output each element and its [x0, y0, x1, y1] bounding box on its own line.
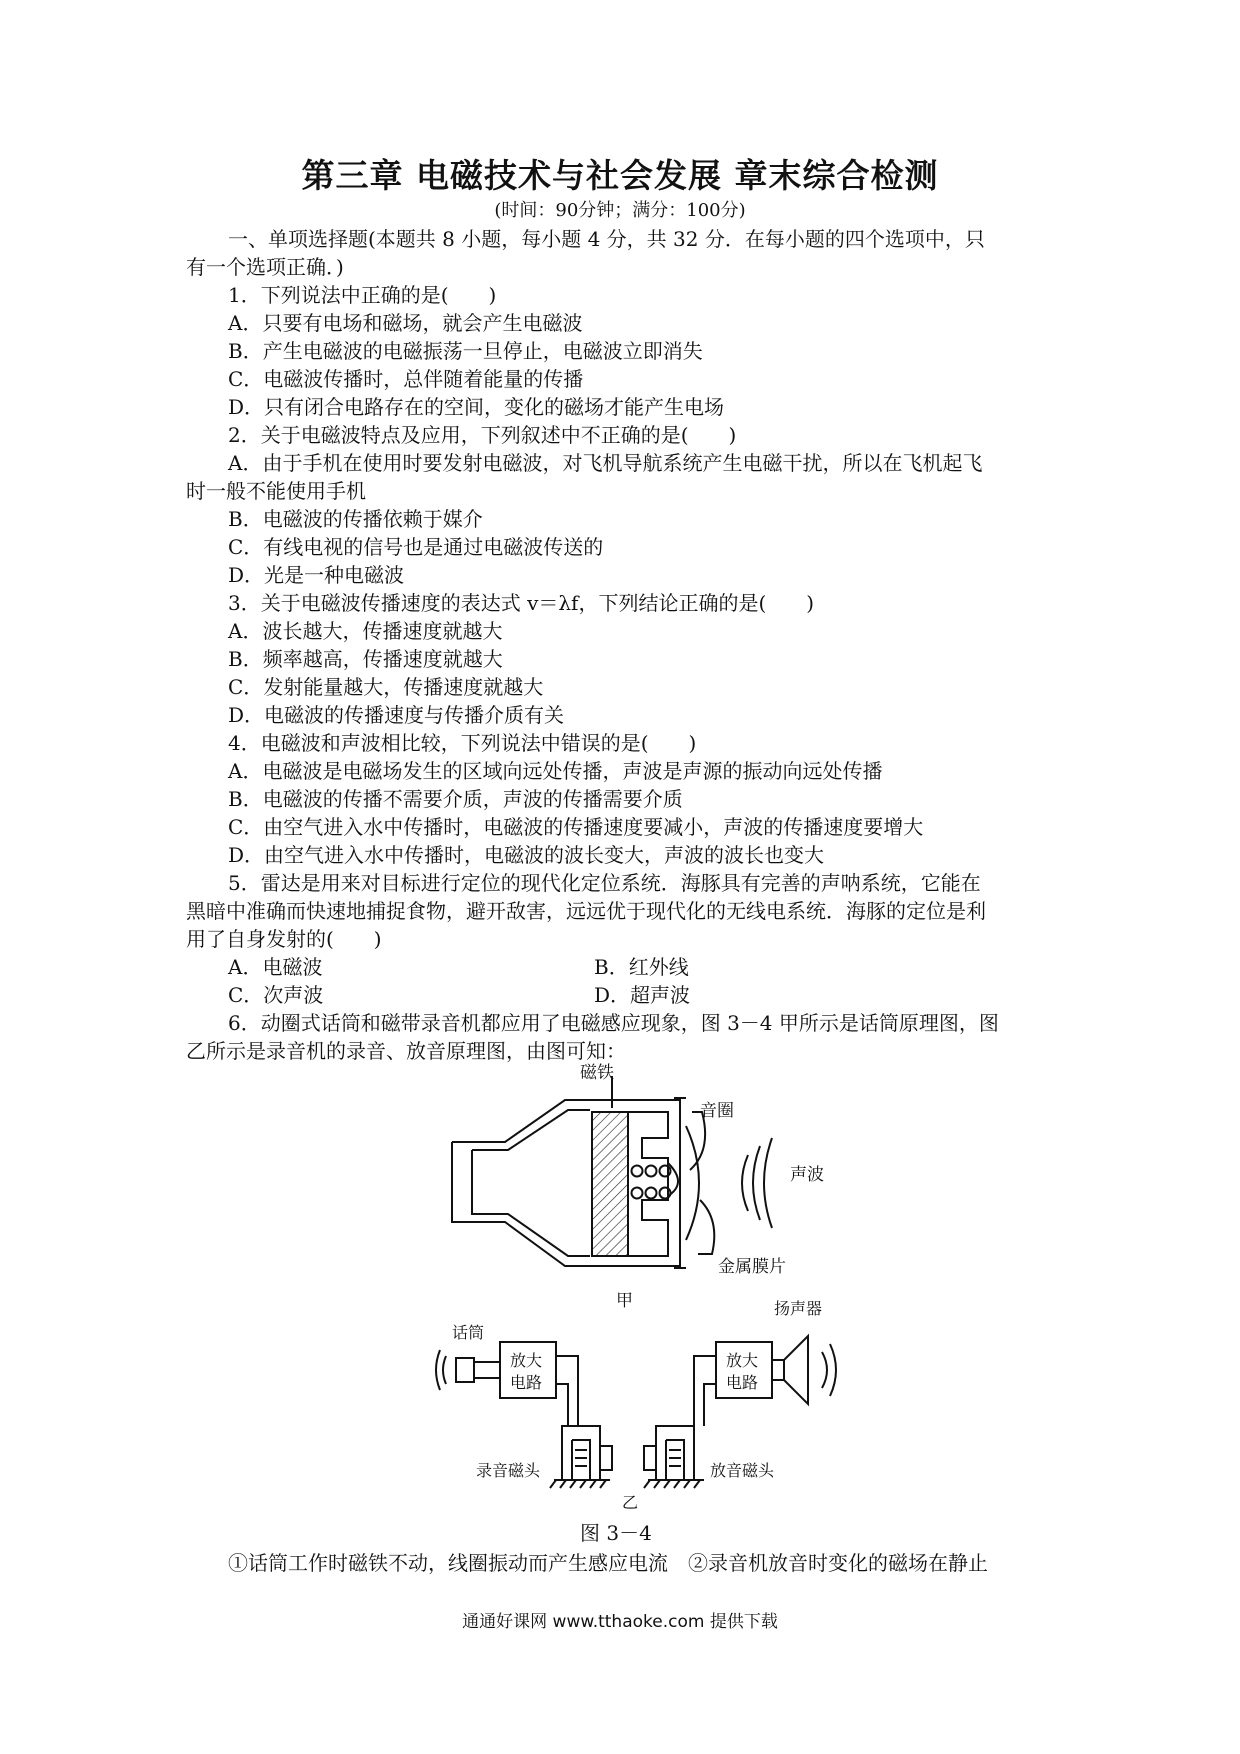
page-title: 第三章 电磁技术与社会发展 章末综合检测 — [301, 156, 939, 195]
section-intro-line1: 一、单项选择题(本题共 8 小题，每小题 4 分，共 32 分．在每小题的四个选项中，只 — [228, 227, 985, 251]
q2-option-a-line2: 时一般不能使用手机 — [186, 479, 366, 503]
q1-option-a: A．只要有电场和磁场，就会产生电磁波 — [228, 311, 583, 335]
q6-stem-line2: 乙所示是录音机的录音、放音原理图，由图可知： — [186, 1039, 626, 1063]
label-sound-wave: 声波 — [790, 1165, 824, 1185]
q2-stem: 2．关于电磁波特点及应用，下列叙述中不正确的是( ) — [228, 423, 737, 447]
q2-option-b: B．电磁波的传播依赖于媒介 — [228, 507, 483, 531]
q5-option-d: D．超声波 — [594, 983, 691, 1007]
q1-option-c: C．电磁波传播时，总伴随着能量的传播 — [228, 367, 584, 391]
section-intro-line2: 有一个选项正确．) — [186, 255, 344, 279]
label-record-head: 录音磁头 — [476, 1461, 541, 1480]
label-coil: 音圈 — [700, 1101, 734, 1121]
q2-option-c: C．有线电视的信号也是通过电磁波传送的 — [228, 535, 604, 559]
q4-option-b: B．电磁波的传播不需要介质，声波的传播需要介质 — [228, 787, 683, 811]
q3-stem: 3．关于电磁波传播速度的表达式 v＝λf，下列结论正确的是( ) — [228, 591, 815, 615]
q5-option-b: B．红外线 — [594, 955, 689, 979]
label-mic: 话筒 — [452, 1323, 485, 1342]
q2-option-d: D．光是一种电磁波 — [228, 563, 405, 587]
q3-option-d: D．电磁波的传播速度与传播介质有关 — [228, 703, 565, 727]
amp-left-line2: 电路 — [510, 1373, 543, 1392]
q5-stem-line1: 5．雷达是用来对目标进行定位的现代化定位系统．海豚具有完善的声呐系统，它能在 — [228, 871, 981, 895]
q5-option-c: C．次声波 — [228, 983, 324, 1007]
q6-statement: ①话筒工作时磁铁不动，线圈振动而产生感应电流 ②录音机放音时变化的磁场在静止 — [228, 1551, 988, 1575]
label-figure-jia: 甲 — [616, 1291, 633, 1311]
q1-stem: 1．下列说法中正确的是( ) — [228, 283, 497, 307]
q4-stem: 4．电磁波和声波相比较，下列说法中错误的是( ) — [228, 731, 697, 755]
q5-option-a: A．电磁波 — [228, 955, 323, 979]
label-magnet: 磁铁 — [580, 1063, 614, 1083]
q4-option-c: C．由空气进入水中传播时，电磁波的传播速度要减小，声波的传播速度要增大 — [228, 815, 924, 839]
figure-caption: 图 3－4 — [580, 1521, 652, 1545]
label-figure-yi: 乙 — [622, 1493, 639, 1512]
q1-option-b: B．产生电磁波的电磁振荡一旦停止，电磁波立即消失 — [228, 339, 703, 363]
label-speaker: 扬声器 — [774, 1299, 823, 1318]
q3-option-a: A．波长越大，传播速度就越大 — [228, 619, 503, 643]
amp-right-line2: 电路 — [726, 1373, 759, 1392]
amp-left-line1: 放大 — [510, 1351, 543, 1370]
q4-option-a: A．电磁波是电磁场发生的区域向远处传播，声波是声源的振动向远处传播 — [228, 759, 883, 783]
q3-option-b: B．频率越高，传播速度就越大 — [228, 647, 503, 671]
q1-option-d: D．只有闭合电路存在的空间，变化的磁场才能产生电场 — [228, 395, 725, 419]
q4-option-d: D．由空气进入水中传播时，电磁波的波长变大，声波的波长也变大 — [228, 843, 825, 867]
q6-stem-line1: 6．动圈式话筒和磁带录音机都应用了电磁感应现象，图 3－4 甲所示是话筒原理图，图 — [228, 1011, 999, 1035]
page-subtitle: (时间：90分钟；满分：100分) — [494, 200, 746, 221]
q2-option-a-line1: A．由于手机在使用时要发射电磁波，对飞机导航系统产生电磁干扰，所以在飞机起飞 — [228, 451, 983, 475]
label-diaphragm: 金属膜片 — [718, 1257, 786, 1277]
q5-stem-line3: 用了自身发射的( ) — [186, 927, 382, 951]
amp-right-line1: 放大 — [726, 1351, 759, 1370]
footer-download-credit: 通通好课网 www.tthaoke.com 提供下载 — [462, 1612, 778, 1632]
q5-stem-line2: 黑暗中准确而快速地捕捉食物，避开敌害，远远优于现代化的无线电系统．海豚的定位是利 — [186, 899, 986, 923]
q3-option-c: C．发射能量越大，传播速度就越大 — [228, 675, 544, 699]
label-play-head: 放音磁头 — [710, 1461, 775, 1480]
